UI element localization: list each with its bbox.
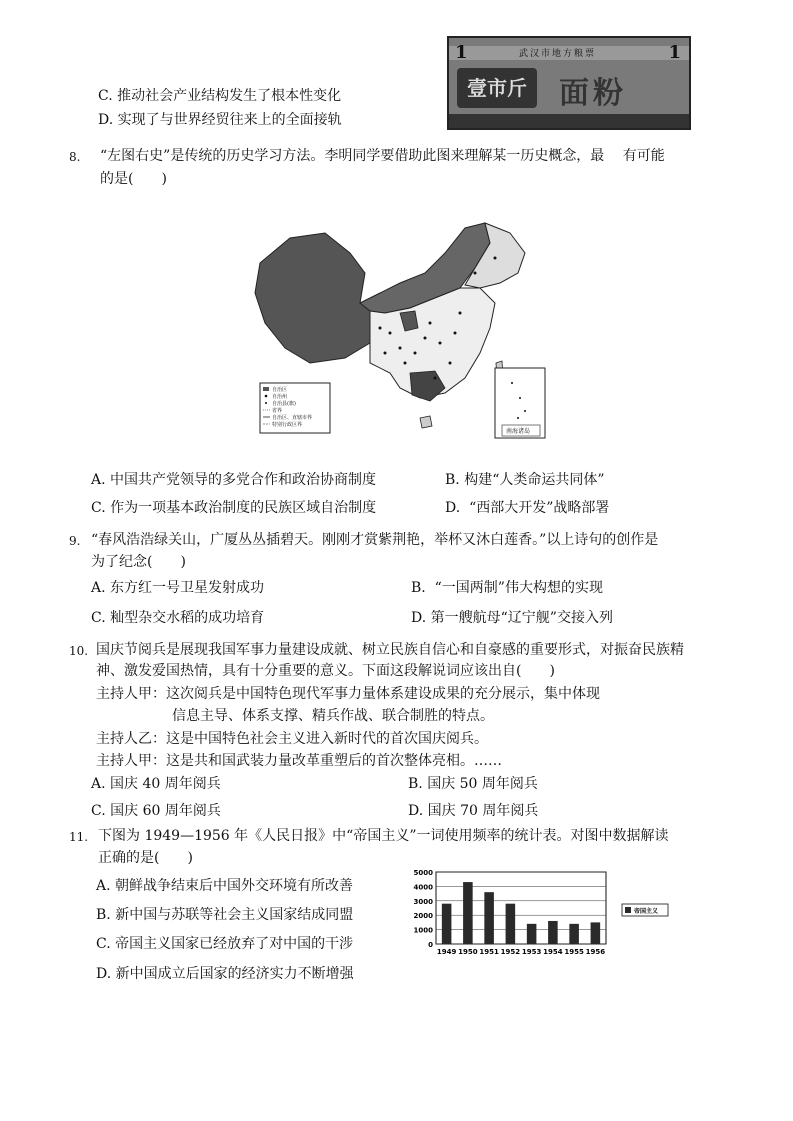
q8-option-a: A. 中国共产党领导的多党合作和政治协商制度 — [91, 472, 377, 488]
map-legend-5: 特别行政区界 — [272, 422, 303, 428]
q8-stem-1: “左图右史”是传统的历史学习方法。李明同学要借助此图来理解某一历史概念，最 有可能 — [100, 148, 665, 164]
x-tick-label: 1952 — [500, 948, 521, 956]
q11-number: 11. — [69, 830, 89, 844]
ticket-header: 武汉市地方粮票 — [519, 49, 597, 59]
q8-option-b: B. 构建“人类命运共同体” — [445, 472, 605, 488]
q8-stem-2: 的是( ) — [100, 171, 167, 187]
map-inset-label: 南海诸岛 — [506, 428, 531, 435]
q10-option-d: D. 国庆 70 周年阅兵 — [408, 803, 539, 819]
chart-bar — [527, 924, 537, 944]
q11-option-c: C. 帝国主义国家已经放弃了对中国的干涉 — [96, 936, 354, 952]
x-tick-label: 1953 — [521, 948, 542, 956]
china-autonomous-regions-map — [250, 213, 550, 441]
map-legend-1: 自治州 — [272, 394, 288, 400]
x-tick-label: 1956 — [585, 948, 606, 956]
ticket-amount-right: 1 — [668, 42, 681, 63]
q10-host-b: 主持人乙：这是中国特色社会主义进入新时代的首次国庆阅兵。 — [96, 731, 488, 747]
y-tick-label: 4000 — [413, 883, 433, 892]
q7-option-d: D. 实现了与世界经贸往来上的全面接轨 — [98, 112, 342, 128]
q8-option-d: D. “西部大开发”战略部署 — [445, 500, 610, 516]
chart-legend-label: 帝国主义 — [634, 908, 659, 915]
y-tick-label: 2000 — [413, 912, 433, 921]
q9-stem-1: “春风浩浩绿关山，广厦丛丛插碧天。刚刚才赏紫荆艳，举杯又沐白莲香。”以上诗句的创作是 — [91, 532, 659, 548]
q10-host-a-2: 信息主导、体系支撑、精兵作战、联合制胜的特点。 — [172, 708, 494, 724]
q10-stem-2: 神、激发爱国热情，具有十分重要的意义。下面这段解说词应该出自( ) — [96, 663, 555, 679]
ticket-big-text: 壹市斤 — [457, 68, 537, 108]
q11-option-a: A. 朝鲜战争结束后中国外交环境有所改善 — [96, 878, 354, 894]
chart-bar — [548, 921, 558, 944]
y-tick-label: 5000 — [413, 869, 433, 877]
q10-number: 10. — [69, 644, 89, 658]
q9-option-b: B. “一国两制”伟大构想的实现 — [411, 580, 603, 596]
chart-plot-area — [436, 872, 606, 944]
q8-number: 8. — [69, 150, 81, 164]
imperialism-frequency-chart — [406, 864, 670, 960]
chart-bar — [463, 882, 473, 944]
q10-stem-1: 国庆节阅兵是展现我国军事力量建设成就、树立民族自信心和自豪感的重要形式，对振奋民族精 — [96, 642, 684, 658]
map-legend-0: 自治区 — [272, 387, 288, 393]
q9-number: 9. — [69, 534, 81, 548]
chart-bar — [484, 892, 494, 944]
y-tick-label: 0 — [428, 941, 433, 949]
chart-bar — [506, 904, 516, 944]
chart-bar — [442, 904, 452, 944]
q11-option-b: B. 新中国与苏联等社会主义国家结成同盟 — [96, 907, 354, 923]
q10-host-a-3: 主持人甲：这是共和国武装力量改革重塑后的首次整体亮相。…… — [96, 753, 502, 769]
chart-bar — [591, 922, 601, 944]
map-legend-4: 自治区、直辖市界 — [272, 415, 313, 421]
q9-stem-2: 为了纪念( ) — [91, 554, 186, 570]
q7-option-c: C. 推动社会产业结构发生了根本性变化 — [98, 88, 342, 104]
q8-option-c: C. 作为一项基本政治制度的民族区域自治制度 — [91, 500, 377, 516]
chart-bar — [569, 924, 579, 944]
q10-host-a-1: 主持人甲：这次阅兵是中国特色现代军事力量体系建设成果的充分展示，集中体现 — [96, 686, 600, 702]
chart-legend-swatch — [625, 907, 631, 913]
q11-option-d: D. 新中国成立后国家的经济实力不断增强 — [96, 966, 354, 982]
y-tick-label: 3000 — [413, 897, 433, 906]
map-legend-3: 省界 — [272, 408, 283, 414]
ticket-bottom-band — [449, 114, 689, 128]
map-legend-2: 自治县(旗) — [272, 401, 296, 407]
x-tick-label: 1951 — [479, 948, 499, 956]
q10-option-c: C. 国庆 60 周年阅兵 — [91, 803, 221, 819]
x-tick-label: 1955 — [564, 948, 584, 956]
q9-option-c: C. 籼型杂交水稻的成功培育 — [91, 610, 265, 626]
x-tick-label: 1949 — [436, 948, 457, 956]
q9-option-a: A. 东方红一号卫星发射成功 — [91, 580, 265, 596]
q11-stem-2: 正确的是( ) — [98, 850, 193, 866]
q10-option-a: A. 国庆 40 周年阅兵 — [91, 776, 221, 792]
q9-option-d: D. 第一艘航母“辽宁舰”交接入列 — [411, 610, 613, 626]
x-tick-label: 1950 — [458, 948, 478, 956]
grain-ticket-image — [447, 36, 691, 130]
y-tick-label: 1000 — [413, 926, 433, 935]
q11-stem-1: 下图为 1949—1956 年《人民日报》中“帝国主义”一词使用频率的统计表。对图中数据解读 — [98, 828, 669, 844]
ticket-big-text2: 面粉 — [559, 76, 627, 111]
ticket-amount-left: 1 — [455, 42, 468, 63]
x-tick-label: 1954 — [543, 948, 563, 956]
q10-option-b: B. 国庆 50 周年阅兵 — [408, 776, 538, 792]
